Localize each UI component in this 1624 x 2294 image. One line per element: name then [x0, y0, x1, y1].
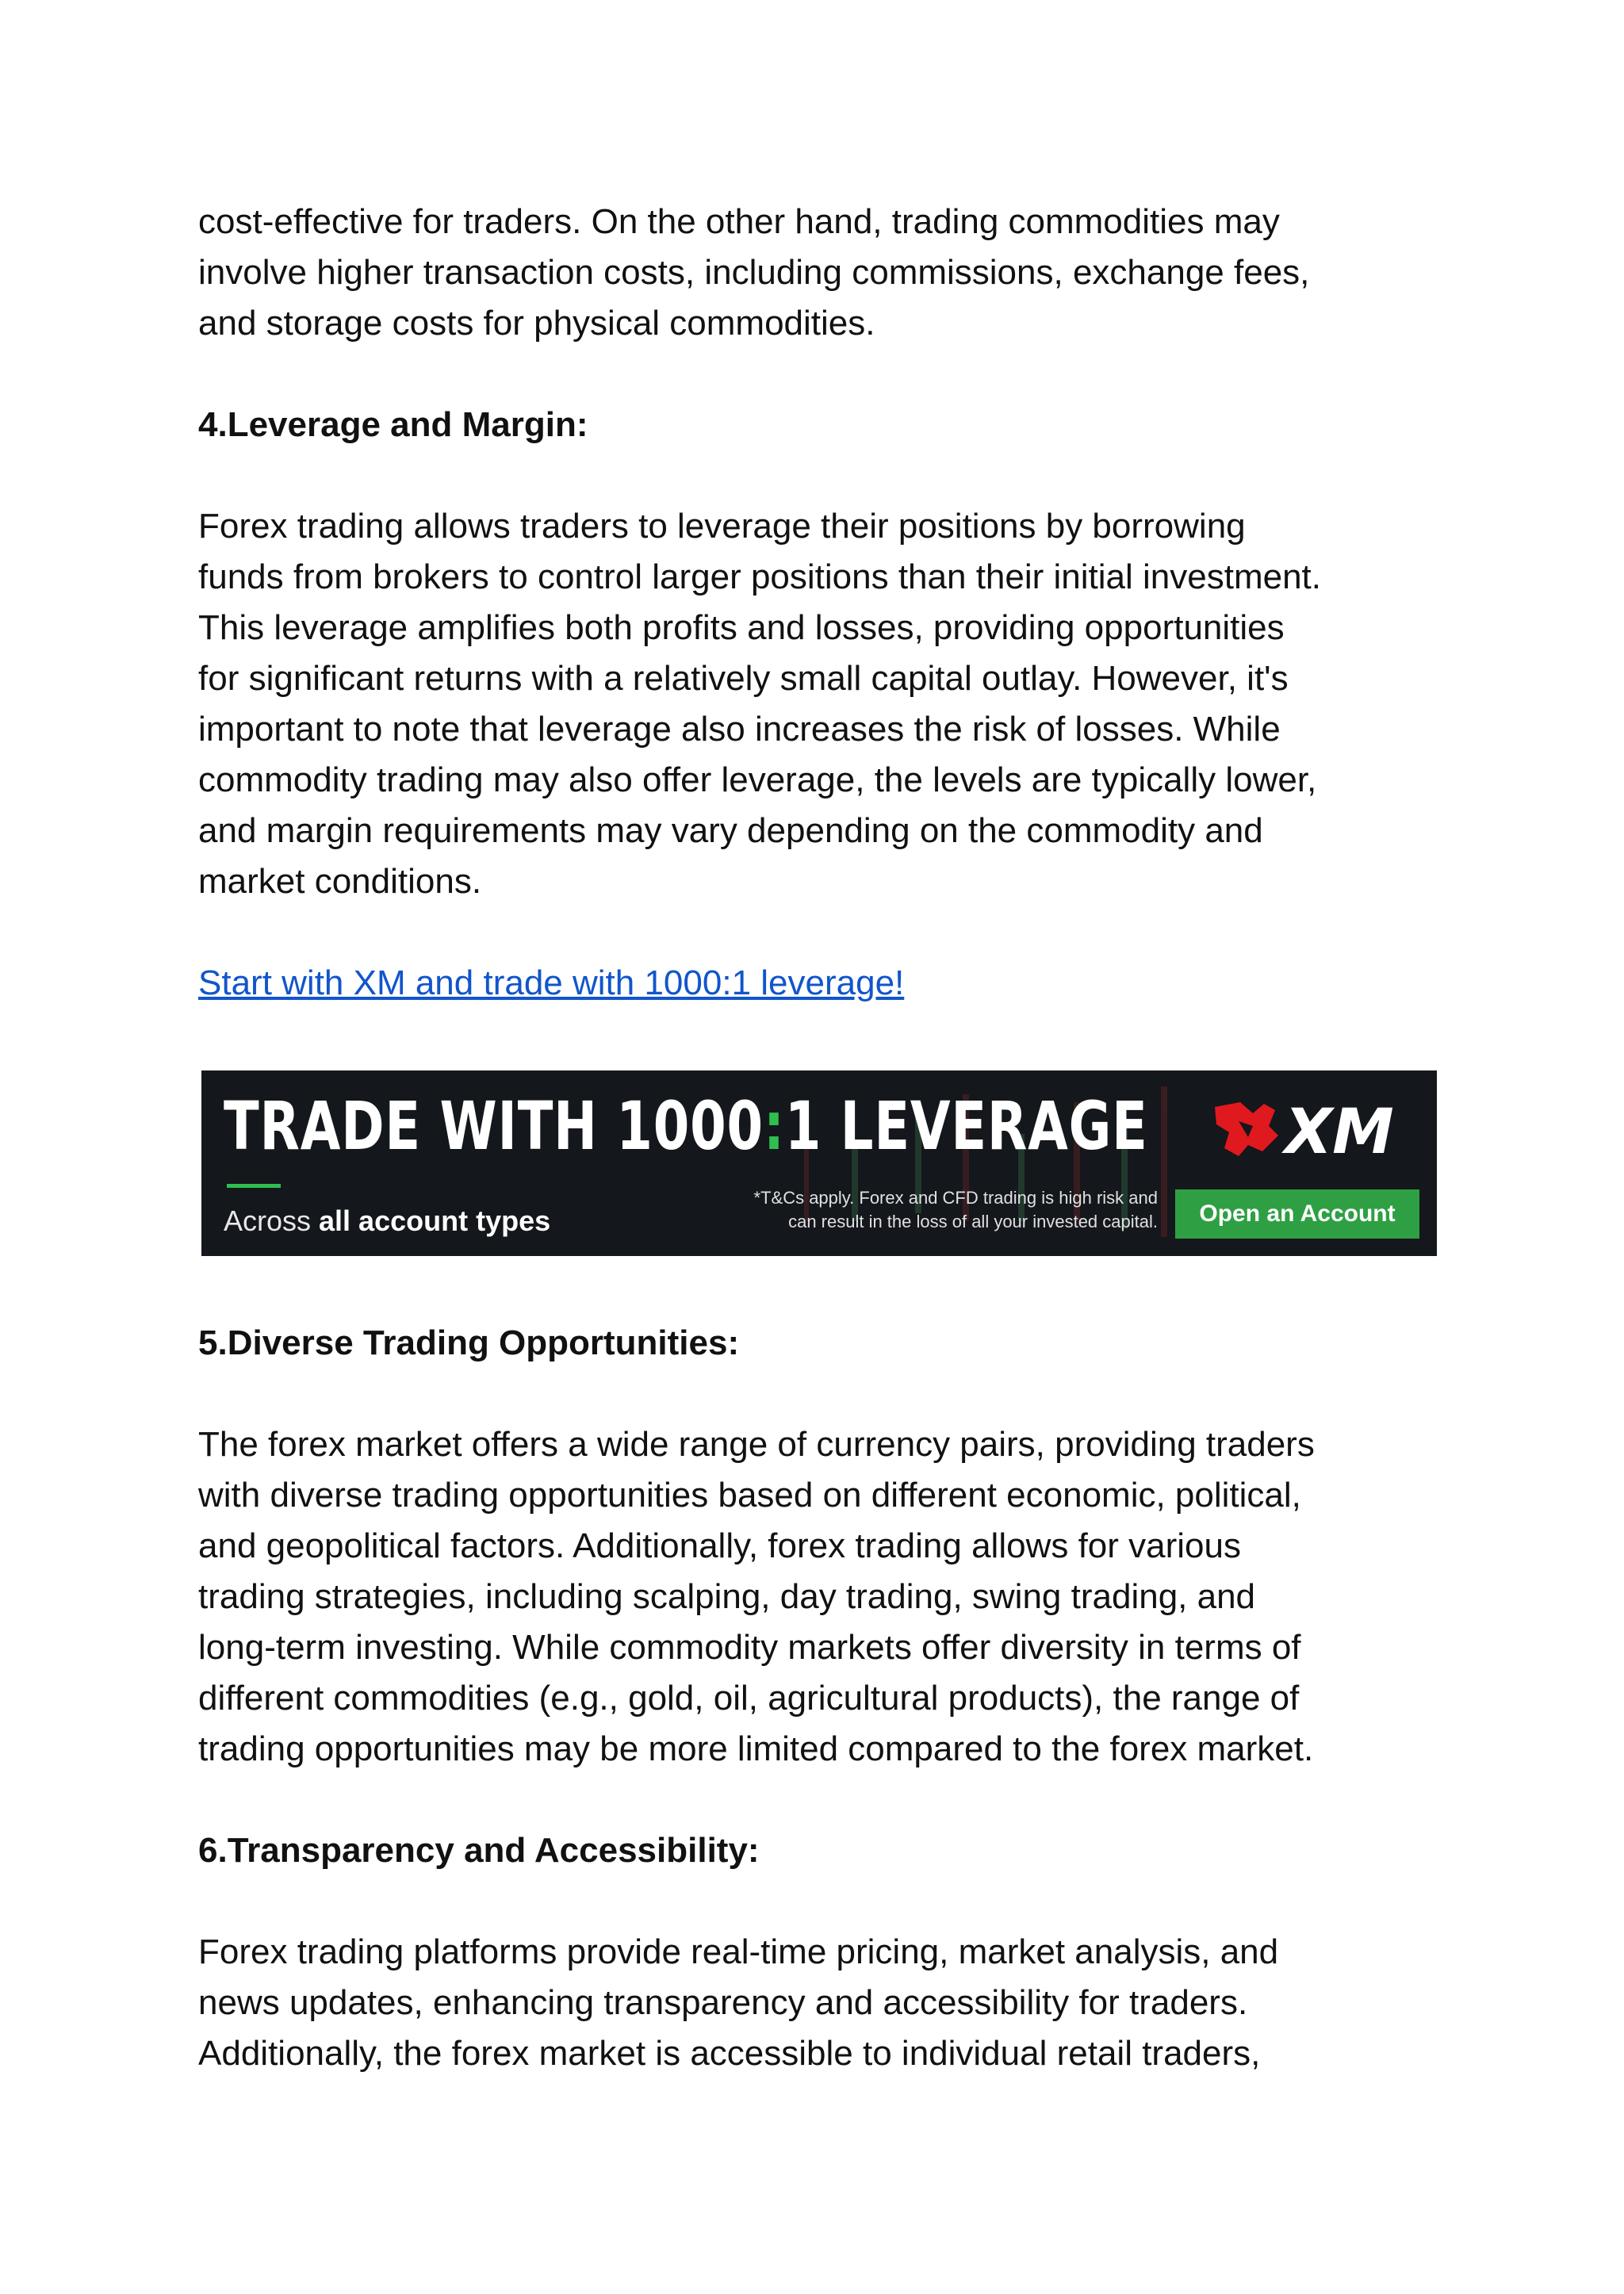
text-line: long-term investing. While commodity markets offer diversity in terms of [198, 1628, 1301, 1667]
document-page [198, 197, 1443, 2079]
diverse-paragraph [198, 1419, 1443, 1775]
text-line: This leverage amplifies both profits and losses, providing opportunities [198, 608, 1285, 647]
open-account-button[interactable]: Open an Account [1175, 1189, 1419, 1239]
xm-leverage-link[interactable]: Start with XM and trade with 1000:1 leverage! [198, 963, 905, 1002]
text-line: for significant returns with a relatively small capital outlay. However, it's [198, 659, 1289, 698]
text-line: different commodities (e.g., gold, oil, agricultural products), the range of [198, 1679, 1300, 1718]
text-line: with diverse trading opportunities based on different economic, political, [198, 1476, 1301, 1515]
text-line: cost-effective for traders. On the other hand, trading commodities may [198, 202, 1280, 241]
banner-subtitle: Across all account types [224, 1204, 551, 1237]
text-line: funds from brokers to control larger positions than their initial investment. [198, 557, 1321, 596]
logo-text: XM [1285, 1097, 1394, 1168]
text-line: Forex trading platforms provide real-time pricing, market analysis, and [198, 1932, 1279, 1971]
text-line: Additionally, the forex market is accessible to individual retail traders, [198, 2034, 1261, 2073]
text-line: involve higher transaction costs, including commissions, exchange fees, [198, 253, 1310, 292]
xm-logo-icon [1207, 1090, 1429, 1169]
section-heading-transparency: 6.Transparency and Accessibility: [198, 1831, 760, 1870]
text-line: important to note that leverage also increases the risk of losses. While [198, 710, 1281, 749]
text-line: news updates, enhancing transparency and accessibility for traders. [198, 1983, 1248, 2022]
text-line: market conditions. [198, 862, 482, 901]
text-line: The forex market offers a wide range of currency pairs, providing traders [198, 1425, 1315, 1464]
text-line: and storage costs for physical commodities. [198, 304, 875, 343]
text-line: trading strategies, including scalping, day trading, swing trading, and [198, 1577, 1256, 1616]
banner-title: TRADE WITH 1000:1 LEVERAGE [224, 1087, 1148, 1165]
intro-paragraph [198, 197, 1443, 349]
text-line: Forex trading allows traders to leverage their positions by borrowing [198, 507, 1246, 546]
text-line: commodity trading may also offer leverage, the levels are typically lower, [198, 760, 1317, 799]
text-line: trading opportunities may be more limited compared to the forex market. [198, 1729, 1314, 1768]
transparency-paragraph [198, 1927, 1443, 2079]
text-line: and margin requirements may vary depending on the commodity and [198, 811, 1263, 850]
section-heading-diverse: 5.Diverse Trading Opportunities: [198, 1323, 740, 1362]
text-line: and geopolitical factors. Additionally, forex trading allows for various [198, 1526, 1241, 1565]
banner-disclaimer: *T&Cs apply. Forex and CFD trading is high risk and can result in the loss of all your invested capital. [753, 1188, 1158, 1231]
xm-ad-banner[interactable] [201, 1070, 1437, 1256]
leverage-paragraph [198, 501, 1443, 907]
green-accent-dash [227, 1184, 281, 1188]
section-heading-leverage: 4.Leverage and Margin: [198, 405, 588, 444]
